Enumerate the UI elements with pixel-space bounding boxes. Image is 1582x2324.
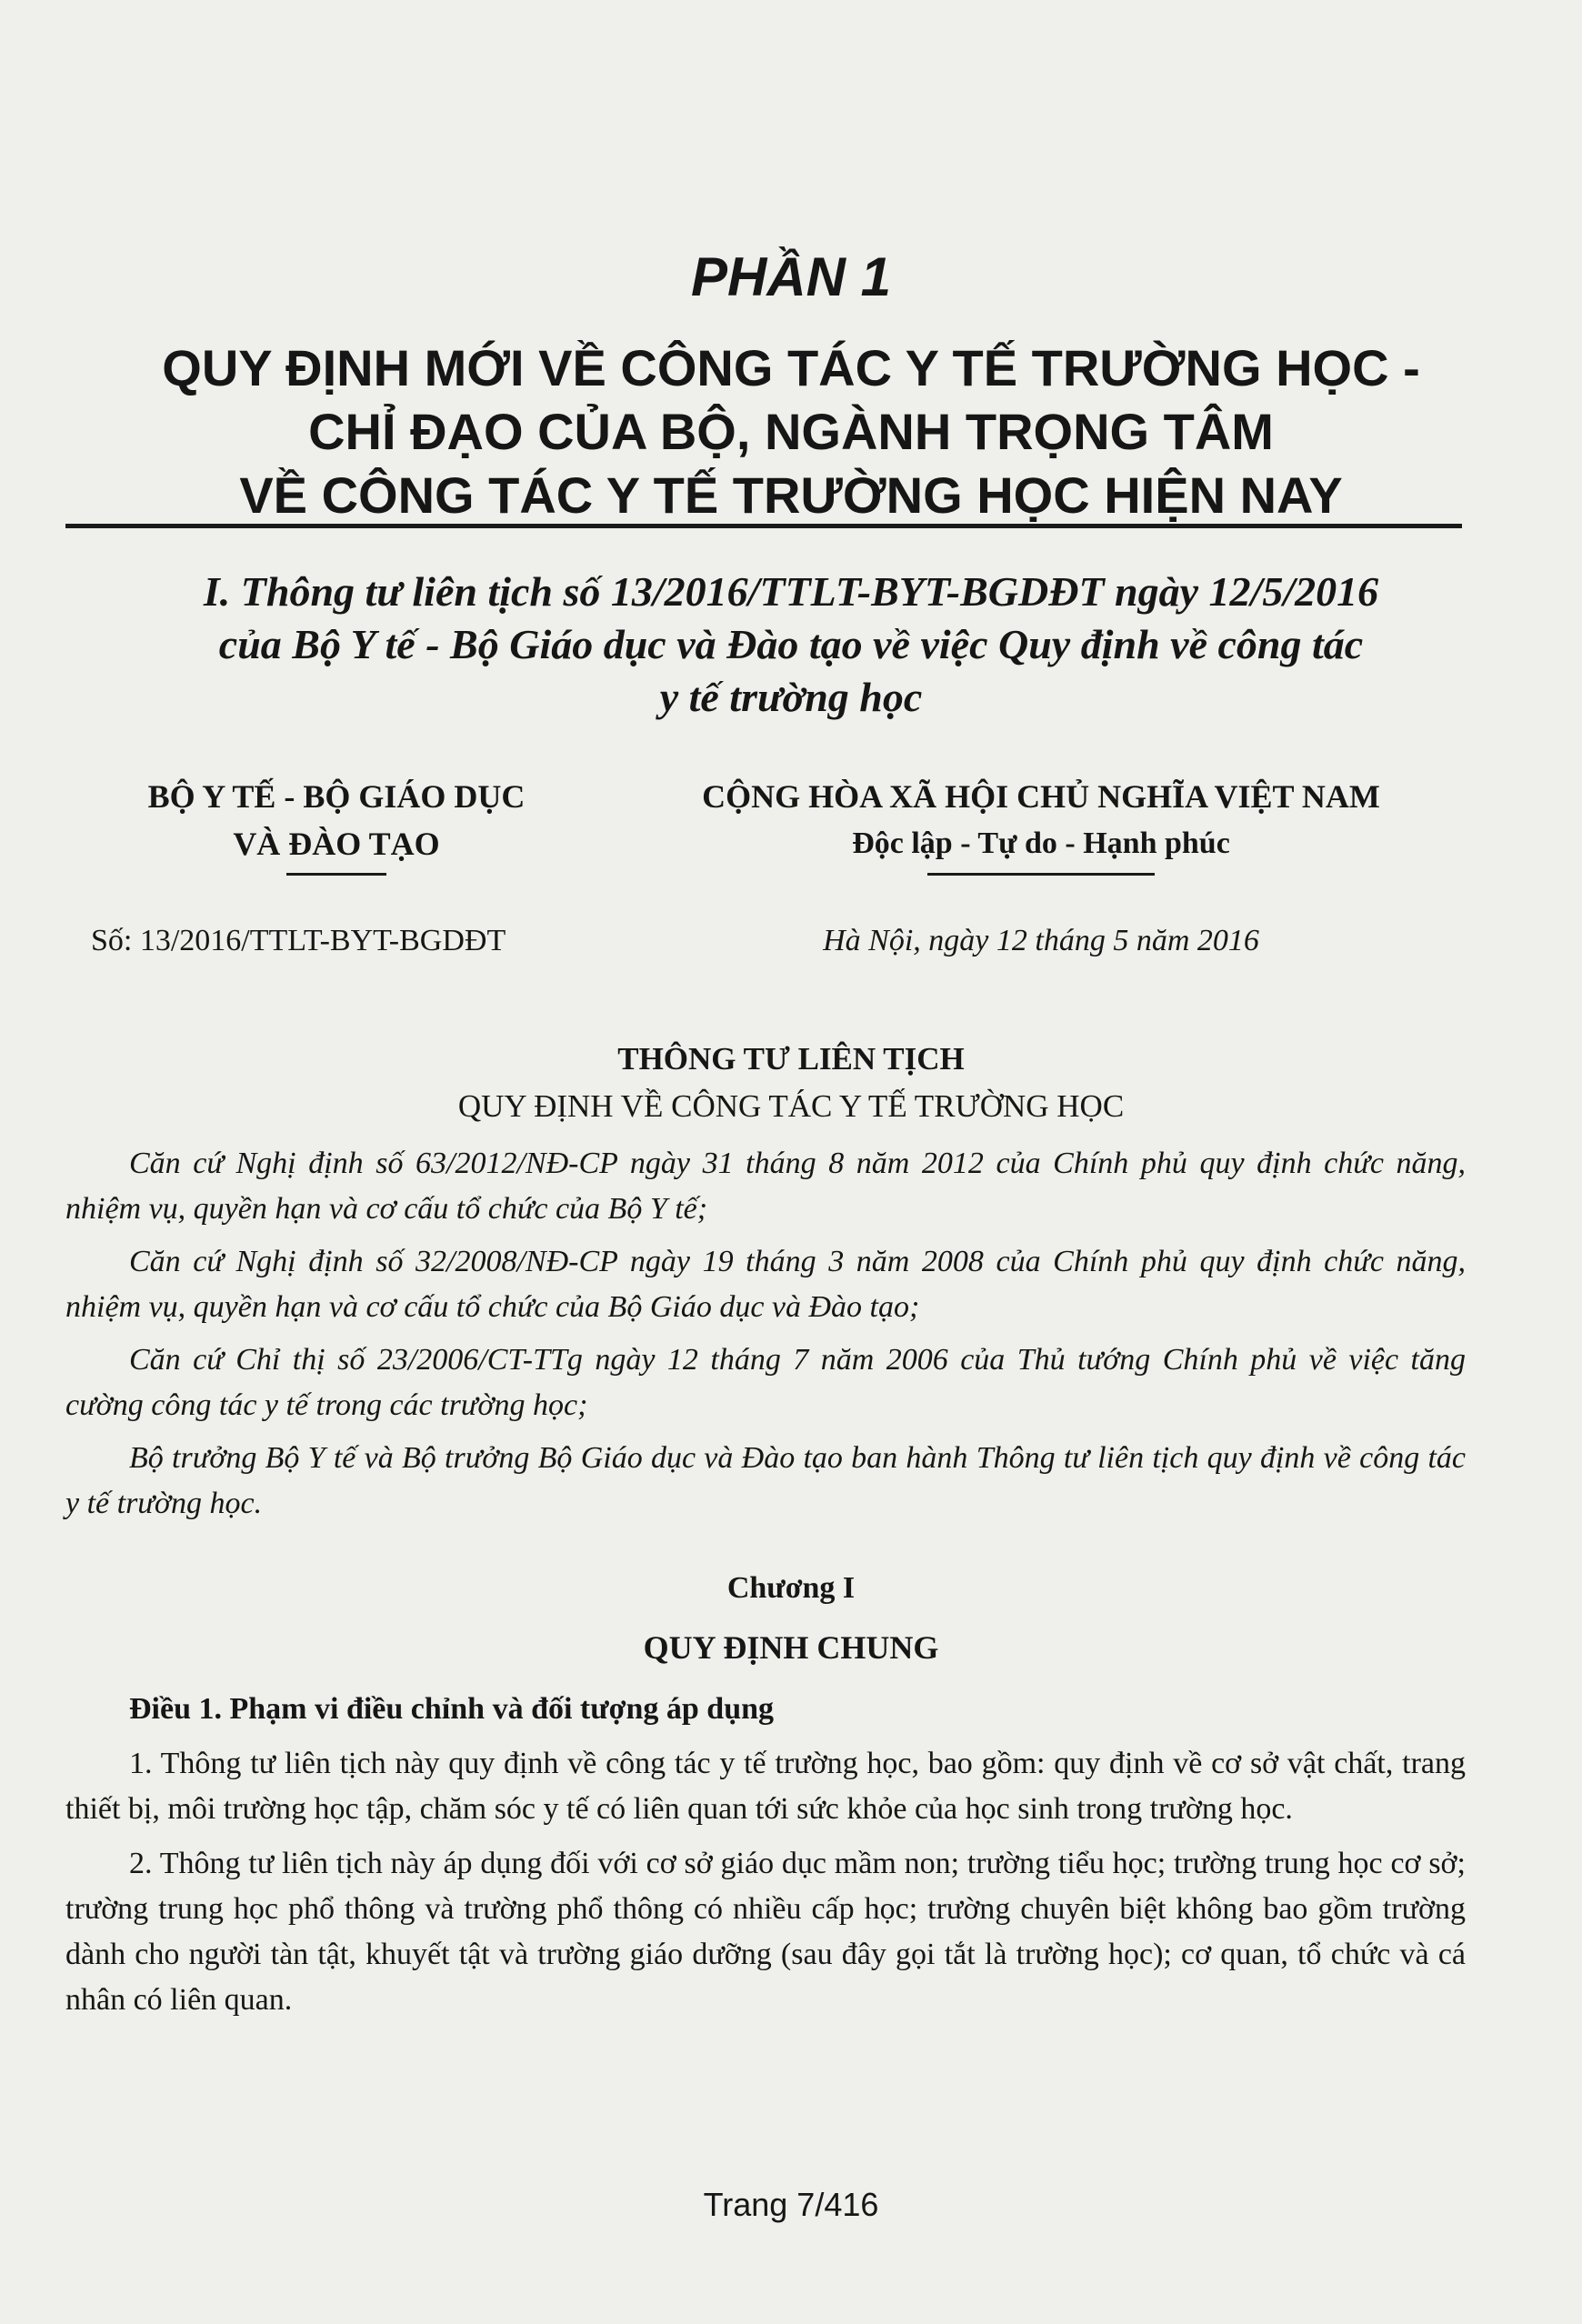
- national-header: [618, 773, 1464, 876]
- main-title-line: QUY ĐỊNH MỚI VỀ CÔNG TÁC Y TẾ TRƯỜNG HỌC -: [162, 339, 1420, 396]
- preamble-paragraph: Căn cứ Nghị định số 32/2008/NĐ-CP ngày 19 tháng 3 năm 2008 của Chính phủ quy định chức năng, nhiệm vụ, quyền hạn và cơ cấu tổ chức của Bộ Giáo dục và Đào tạo;: [65, 1245, 1466, 1324]
- preamble-paragraph: Bộ trưởng Bộ Y tế và Bộ trưởng Bộ Giáo dục và Đào tạo ban hành Thông tư liên tịch quy định về công tác y tế trường học.: [65, 1441, 1466, 1520]
- preamble-paragraph: Căn cứ Nghị định số 63/2012/NĐ-CP ngày 31 tháng 8 năm 2012 của Chính phủ quy định chức năng, nhiệm vụ, quyền hạn và cơ cấu tổ chức của Bộ Y tế;: [65, 1147, 1466, 1226]
- chapter-label: Chương I: [726, 1571, 856, 1605]
- section-heading-line: y tế trường học: [659, 674, 923, 720]
- article-heading: Điều 1. Phạm vi điều chỉnh và đối tượng áp dụng: [129, 1692, 775, 1726]
- document-number: Số: 13/2016/TTLT-BYT-BGDĐT: [91, 924, 506, 957]
- main-title-line: CHỈ ĐẠO CỦA BỘ, NGÀNH TRỌNG TÂM: [308, 403, 1274, 460]
- motto-underline: [927, 873, 1155, 876]
- preamble-paragraph: Căn cứ Chỉ thị số 23/2006/CT-TTg ngày 12 tháng 7 năm 2006 của Thủ tướng Chính phủ về việc tăng cường công tác y tế trong các trường học;: [65, 1343, 1466, 1422]
- article-body: [65, 1741, 1466, 2032]
- nation-name: CỘNG HÒA XÃ HỘI CHỦ NGHĨA VIỆT NAM: [702, 778, 1380, 815]
- section-heading: [82, 566, 1500, 724]
- title-divider: [65, 524, 1462, 528]
- main-title-line: VỀ CÔNG TÁC Y TẾ TRƯỜNG HỌC HIỆN NAY: [239, 466, 1343, 524]
- section-heading-line: của Bộ Y tế - Bộ Giáo dục và Đào tạo về việc Quy định về công tác: [218, 621, 1364, 667]
- page-number: Trang 7/416: [703, 2186, 879, 2223]
- document-subject: QUY ĐỊNH VỀ CÔNG TÁC Y TẾ TRƯỜNG HỌC: [457, 1088, 1125, 1124]
- article-paragraph: 1. Thông tư liên tịch này quy định về công tác y tế trường học, bao gồm: quy định về cơ sở vật chất, trang thiết bị, môi trường học tập, chăm sóc y tế có liên quan tới sức khỏe của học sinh trong trường học.: [65, 1747, 1466, 1826]
- chapter-title: QUY ĐỊNH CHUNG: [643, 1629, 939, 1666]
- issuing-agency: [91, 773, 582, 876]
- part-title: PHẦN 1: [690, 246, 892, 307]
- issuer-underline: [286, 873, 386, 876]
- article-paragraph: 2. Thông tư liên tịch này áp dụng đối với cơ sở giáo dục mầm non; trường tiểu học; trường trung học cơ sở; trường trung học phổ thông và trường phổ thông có nhiều cấp học; trường chuyên biệt không bao gồm trường dành cho người tàn tật, khuyết tật và trường giáo dưỡng (sau đây gọi tắt là trường học); cơ quan, tổ chức và cá nhân có liên quan.: [65, 1847, 1466, 2017]
- issuer-line: BỘ Y TẾ - BỘ GIÁO DỤC: [147, 778, 526, 815]
- issuer-line: VÀ ĐÀO TẠO: [233, 826, 440, 862]
- document-type: THÔNG TƯ LIÊN TỊCH: [617, 1041, 965, 1077]
- section-heading-line: I. Thông tư liên tịch số 13/2016/TTLT-BYT-BGDĐT ngày 12/5/2016: [203, 568, 1379, 615]
- nation-motto: Độc lập - Tự do - Hạnh phúc: [852, 826, 1230, 860]
- main-title: [73, 336, 1509, 527]
- place-date: Hà Nội, ngày 12 tháng 5 năm 2016: [823, 924, 1259, 957]
- preamble: [65, 1141, 1466, 1534]
